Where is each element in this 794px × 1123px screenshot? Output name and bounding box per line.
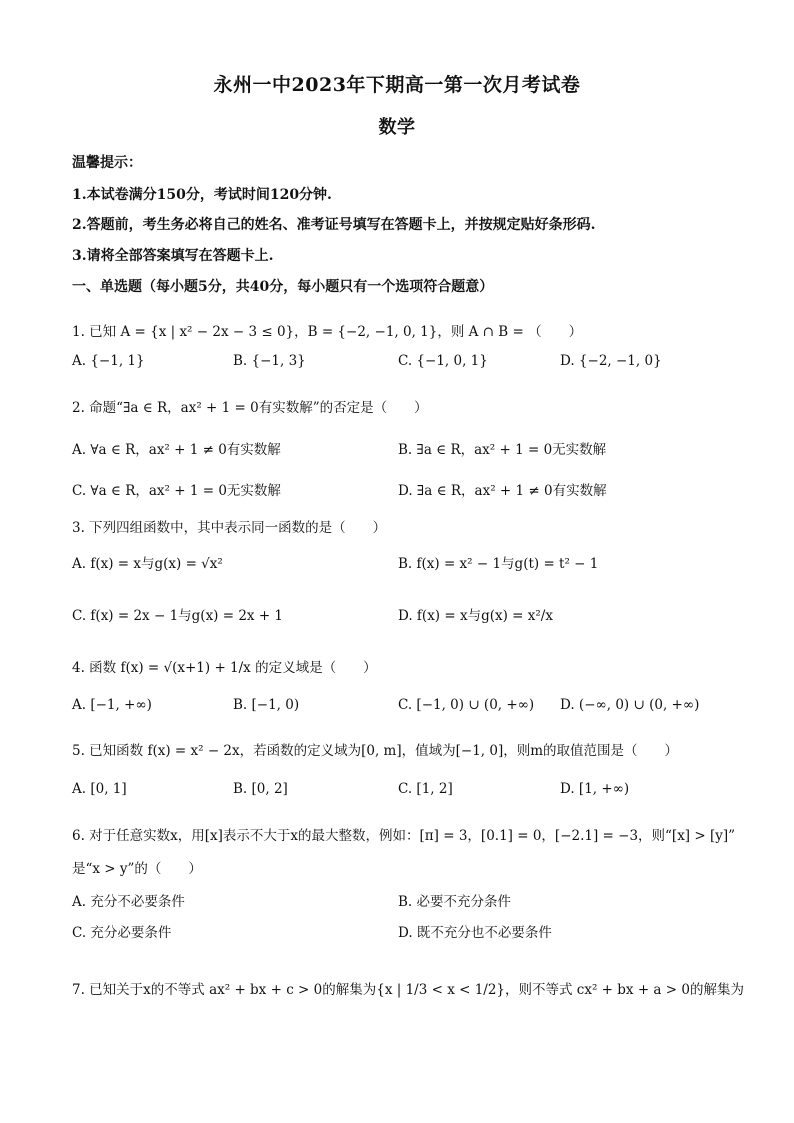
q4-option-b: B. [−1, 0) — [233, 697, 300, 713]
q6-option-b: B. 必要不充分条件 — [398, 894, 512, 910]
exam-subject: 数学 — [378, 117, 416, 138]
tip-item-3: 3.请将全部答案填写在答题卡上. — [72, 248, 274, 264]
q6-option-d: D. 既不充分也不必要条件 — [398, 925, 552, 941]
question-4-stem: 4. 函数 f(x) = √(x+1) + 1/x 的定义域是（ ） — [72, 660, 377, 676]
q1-option-c: C. {−1, 0, 1} — [398, 353, 488, 369]
q2-option-b: B. ∃a ∈ R，ax² + 1 = 0无实数解 — [398, 442, 607, 458]
section-heading: 一、单选题（每小题5分，共40分，每小题只有一个选项符合题意） — [72, 279, 494, 295]
question-5-stem: 5. 已知函数 f(x) = x² − 2x，若函数的定义域为[0, m]，值域为[−1, 0]，则m的取值范围是（ ） — [72, 743, 679, 759]
q2-option-c: C. ∀a ∈ R，ax² + 1 = 0无实数解 — [72, 483, 281, 499]
q5-option-a: A. [0, 1] — [72, 781, 127, 797]
q6-option-c: C. 充分必要条件 — [72, 925, 172, 941]
q3-option-b: B. f(x) = x² − 1与g(t) = t² − 1 — [398, 556, 599, 572]
q1-option-a: A. {−1, 1} — [72, 353, 145, 369]
question-3-stem: 3. 下列四组函数中，其中表示同一函数的是（ ） — [72, 520, 387, 536]
q4-option-c: C. [−1, 0) ∪ (0, +∞) — [398, 697, 535, 713]
q3-option-a: A. f(x) = x与g(x) = √x² — [72, 556, 223, 572]
q6-option-a: A. 充分不必要条件 — [72, 894, 185, 910]
q3-option-c: C. f(x) = 2x − 1与g(x) = 2x + 1 — [72, 608, 284, 624]
question-1-stem: 1. 已知 A = {x | x² − 2x − 3 ≤ 0}，B = {−2, −1, 0, 1}，则 A ∩ B = （ ） — [72, 324, 583, 340]
question-6-stem: 6. 对于任意实数x，用[x]表示不大于x的最大整数，例如：[π] = 3，[0.1] = 0，[−2.1] = −3，则“[x] > [y]” — [72, 828, 736, 844]
q5-option-c: C. [1, 2] — [398, 781, 453, 797]
q2-option-d: D. ∃a ∈ R，ax² + 1 ≠ 0有实数解 — [398, 483, 607, 499]
q1-option-d: D. {−2, −1, 0} — [560, 353, 662, 369]
tip-item-2: 2.答题前，考生务必将自己的姓名、准考证号填写在答题卡上，并按规定贴好条形码. — [72, 217, 596, 233]
question-6-stem-cont: 是“x > y”的（ ） — [72, 861, 202, 877]
q1-option-b: B. {−1, 3} — [233, 353, 306, 369]
q3-option-d: D. f(x) = x与g(x) = x²/x — [398, 608, 553, 624]
q5-option-b: B. [0, 2] — [233, 781, 288, 797]
question-7-stem: 7. 已知关于x的不等式 ax² + bx + c > 0的解集为{x | 1/3 < x < 1/2}，则不等式 cx² + bx + a > 0的解集为 — [72, 982, 744, 998]
exam-title: 永州一中2023年下期高一第一次月考试卷 — [213, 74, 581, 96]
q2-option-a: A. ∀a ∈ R，ax² + 1 ≠ 0有实数解 — [72, 442, 281, 458]
q5-option-d: D. [1, +∞) — [560, 781, 630, 797]
question-2-stem: 2. 命题“∃a ∈ R，ax² + 1 = 0有实数解”的否定是（ ） — [72, 400, 428, 416]
tips-label: 温馨提示： — [72, 155, 142, 171]
tip-item-1: 1.本试卷满分150分，考试时间120分钟. — [72, 187, 332, 203]
q4-option-a: A. [−1, +∞) — [72, 697, 152, 713]
q4-option-d: D. (−∞, 0) ∪ (0, +∞) — [560, 697, 700, 713]
